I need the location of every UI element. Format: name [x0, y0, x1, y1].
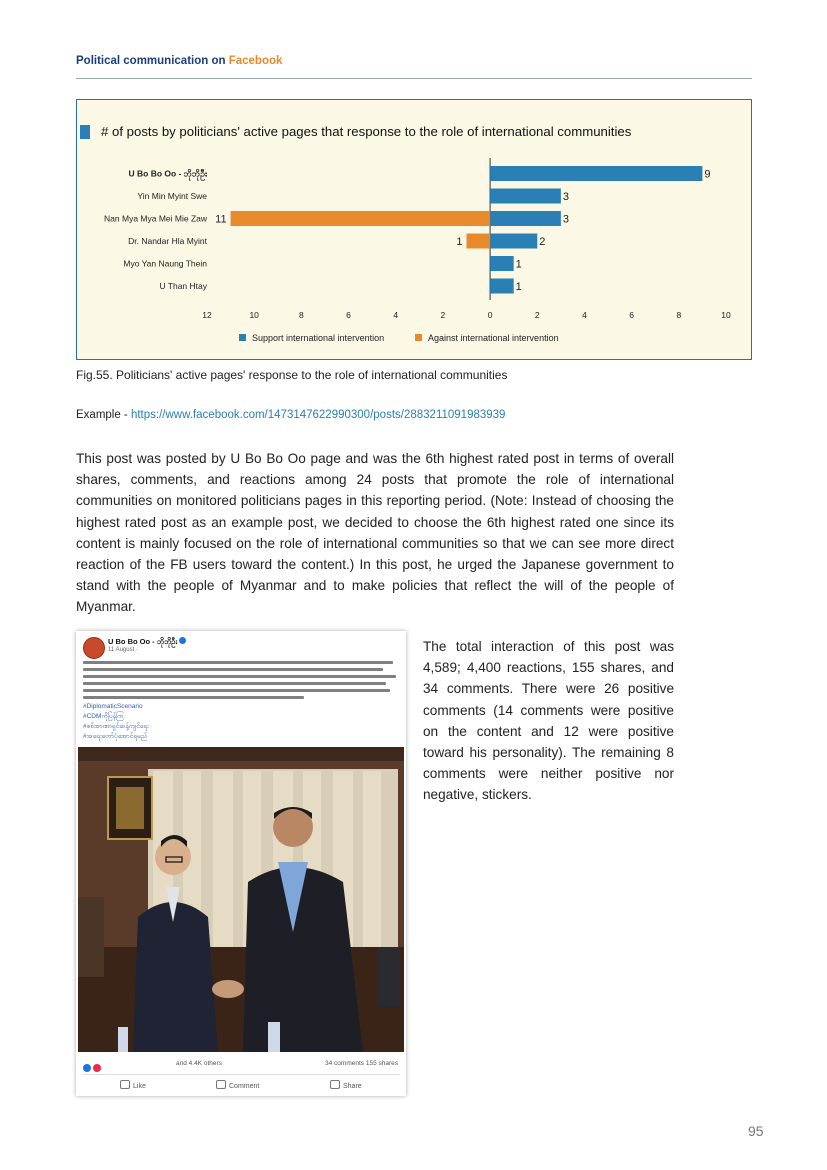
support-data-label: 1 [515, 258, 522, 271]
header-title: Political communication on [76, 55, 229, 67]
hashtag[interactable]: #DiplomaticScenario [83, 703, 143, 710]
support-data-label: 3 [562, 213, 569, 226]
hashtag[interactable]: #အရေးတော်ပုံအောင်ရမည် [83, 733, 147, 740]
x-tick-label: 10 [721, 310, 731, 320]
post-date: 11 August · [108, 647, 138, 653]
handshake-photo [78, 747, 404, 1052]
body-paragraph: This post was posted by U Bo Bo Oo page and was the 6th highest rated post in terms of overall shares, comments, and reactions among 24 posts that promote the role of international communities on monitored politicians pages in this reporting period. (Note: Instead of choosing the highest rated post as an example post, we decided to choose the 6th highest rated one since its content is mainly focused on the role of international communities so that we can see more direct reaction of the FB users toward the content.) In this post, he urged the Japanese government to stand with the people of Myanmar and to make policies that reflect the will of the people of Myanmar. [76, 451, 674, 615]
support-data-label: 3 [562, 191, 569, 203]
category-label: Myo Yan Naung Thein [123, 258, 207, 269]
verified-icon [179, 637, 186, 644]
share-label: Share [343, 1083, 362, 1090]
thumbs-up-icon [120, 1080, 130, 1089]
like-button[interactable] [120, 1080, 146, 1090]
example-label: Example - [76, 409, 131, 421]
x-tick-label: 0 [487, 310, 493, 320]
x-tick-label: 6 [629, 310, 635, 320]
comment-label: Comment [229, 1083, 260, 1090]
hashtag[interactable]: #CDMကိုပြန်ကြ [83, 713, 124, 720]
post-divider [82, 1074, 400, 1075]
support-bar [490, 211, 561, 226]
category-label: Dr. Nandar Hla Myint [128, 236, 207, 246]
share-icon [330, 1080, 340, 1089]
love-reaction-icon [93, 1064, 101, 1072]
legend-label: Support international intervention [252, 333, 385, 343]
x-tick-label: 12 [202, 310, 212, 320]
comment-button[interactable] [216, 1080, 259, 1090]
example-link[interactable]: https://www.facebook.com/1473147622990300/posts/2883211091983939 [130, 409, 506, 421]
header-title-accent: Facebook [228, 55, 283, 67]
comments-shares-count: 34 comments 155 shares [325, 1060, 398, 1067]
x-tick-label: 8 [298, 310, 304, 320]
facebook-post-screenshot [76, 631, 406, 1096]
running-header [76, 55, 282, 67]
legend-swatch [239, 334, 246, 341]
share-button[interactable] [330, 1080, 362, 1090]
against-bar [467, 234, 491, 249]
support-bar [490, 166, 702, 181]
example-line [76, 409, 505, 421]
x-tick-label: 6 [346, 310, 351, 320]
side-paragraph: The total interaction of this post was 4,589; 4,400 reactions, 155 shares, and 34 comments. There were 26 positive comments (14 comments were positive on the content and 12 were positive toward his personality). The remaining 8 comments were neither positive nor negative, stickers. [423, 639, 674, 803]
support-bar [490, 234, 537, 249]
comment-icon [216, 1080, 226, 1089]
legend-swatch [415, 334, 422, 341]
support-bar [490, 256, 514, 271]
x-tick-label: 4 [582, 310, 587, 320]
support-data-label: 9 [704, 168, 711, 181]
x-tick-label: 4 [393, 310, 399, 320]
post-page-name-text: U Bo Bo Oo - ဘိုဘိုဦး [108, 637, 178, 646]
bar-chart [77, 100, 751, 359]
x-tick-label: 10 [249, 310, 259, 320]
support-bar [490, 279, 514, 294]
like-reaction-icon [83, 1064, 91, 1072]
support-data-label: 2 [539, 236, 546, 248]
page-avatar [83, 637, 105, 659]
page-number: 95 [748, 1123, 764, 1139]
against-data-label: 1 [456, 236, 463, 248]
category-label: U Than Htay [159, 281, 207, 291]
x-tick-label: 2 [534, 310, 540, 320]
chart-title: # of posts by politicians' active pages that response to the role of international communities [101, 124, 632, 139]
figure-caption: Fig.55. Politicians' active pages' response to the role of international communities [76, 368, 508, 382]
x-tick-label: 2 [440, 310, 446, 320]
legend-label: Against international intervention [428, 333, 559, 343]
chart-panel [76, 99, 752, 360]
reaction-count: and 4.4K others [176, 1060, 222, 1067]
against-bar [231, 211, 491, 226]
like-label: Like [133, 1083, 146, 1090]
hashtag[interactable]: #စစ်အာဏာရှင်ဆန့်ကျင်ရေး [83, 723, 149, 730]
post-body-text [83, 661, 399, 703]
category-label: U Bo Bo Oo - ဘိုဘိုဦး [128, 168, 207, 179]
header-rule [76, 78, 752, 79]
post-photo [78, 747, 404, 1052]
support-data-label: 1 [515, 281, 522, 293]
x-tick-label: 8 [676, 310, 682, 320]
support-bar [490, 189, 561, 204]
category-label: Nan Mya Mya Mei Mie Zaw [104, 213, 207, 224]
category-label: Yin Min Myint Swe [137, 191, 207, 201]
against-data-label: 11 [215, 213, 227, 226]
